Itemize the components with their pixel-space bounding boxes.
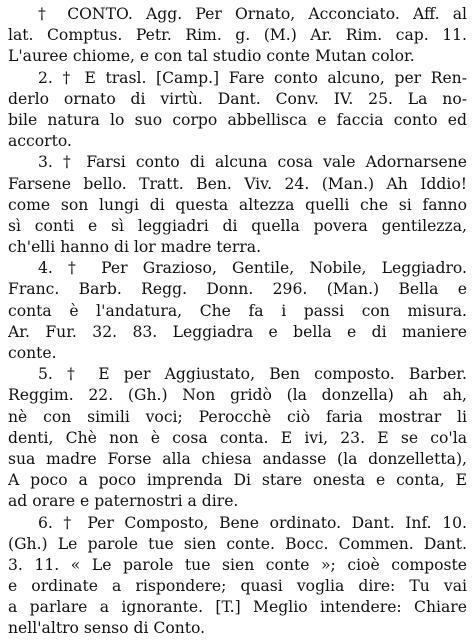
text-line: conta è l'andatura, Che fa i passi con misura.: [8, 301, 467, 320]
text-line: bile natura lo suo corpo abbellisca e faccia conto ed: [8, 110, 467, 129]
text-line: accorto.: [8, 132, 72, 151]
text-line: conte.: [8, 344, 57, 362]
text-line: Reggim. 22. (Gh.) Non gridò (la donzella) ah ah,: [8, 386, 467, 405]
text-line: Ar. Fur. 32. 83. Leggiadra e bella e di maniere: [8, 322, 467, 341]
text-line: derlo ornato di virtù. Dant. Conv. IV. 25. La no-: [8, 89, 467, 108]
text-line: ad orare e paternostri a dire.: [8, 492, 239, 511]
text-line: 3. † Farsi conto di alcuna cosa vale Adornarsene: [38, 153, 467, 172]
text-line: A poco a poco imprenda Di stare onesta e conta, E: [8, 471, 467, 490]
text-line: ch'elli hanno di lor madre terra.: [8, 238, 262, 257]
text-line: 4. † Per Grazioso, Gentile, Nobile, Leggiadro.: [38, 259, 467, 278]
dictionary-entry-conto: [8, 4, 467, 640]
text-line: 5. † E per Aggiustato, Ben composto. Barber.: [38, 365, 467, 384]
text-line: lat. Comptus. Petr. Rim. g. (M.) Ar. Rim. cap. 11.: [8, 26, 467, 45]
text-line: sua madre Forse alla chiesa andasse (la donzelletta),: [8, 449, 467, 468]
text-line: nell'altro senso di Conto.: [8, 619, 206, 638]
text-line: 2. † E trasl. [Camp.] Fare conto alcuno, per Ren-: [38, 68, 467, 87]
text-line: nè con simili voci; Perocchè ciò faria mostrar li: [8, 407, 467, 426]
text-line: L'auree chiome, e con tal studio conte Mutan color.: [8, 47, 415, 66]
text-line: e ordinate a rispondere; quasi voglia dire: Tu vai: [8, 577, 467, 596]
text-line: come son lungi di questa altezza quelli che si fanno: [8, 195, 467, 214]
text-line: 3. 11. « Le parole tue sien conte »; cioè composte: [8, 555, 467, 574]
text-line: sì conti e sì leggiadri di quella povera gentilezza,: [8, 216, 467, 235]
text-line: denti, Chè non è cosa conta. E ivi, 23. E se co'la: [8, 428, 467, 447]
text-line: a parlare a ignorante. [T.] Meglio intendere: Chiare: [8, 598, 467, 617]
text-line: Franc. Barb. Regg. Donn. 296. (Man.) Bella e: [8, 280, 467, 299]
text-line: Farsene bello. Tratt. Ben. Viv. 24. (Man.) Ah Iddio!: [8, 174, 467, 193]
text-line: † CONTO. Agg. Per Ornato, Acconciato. Aff. al: [38, 5, 467, 23]
text-line: 6. † Per Composto, Bene ordinato. Dant. Inf. 10.: [38, 513, 467, 532]
text-line: (Gh.) Le parole tue sien conte. Bocc. Commen. Dant.: [8, 534, 467, 553]
